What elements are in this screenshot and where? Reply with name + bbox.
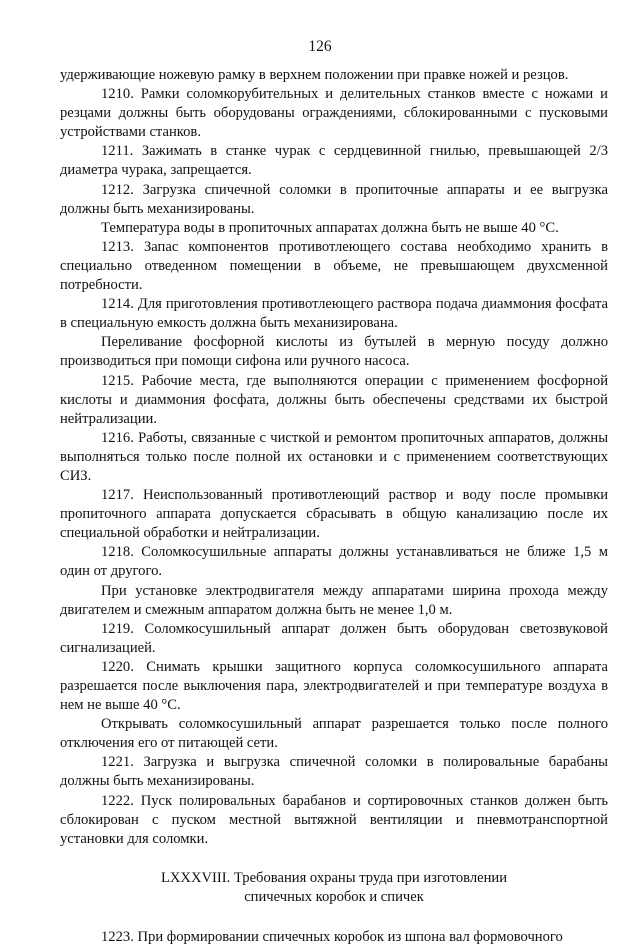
paragraph: При установке электродвигателя между аппаратами ширина прохода между двигателем и смежным аппаратом должна быть не менее 1,0 м. bbox=[60, 582, 608, 618]
section-heading bbox=[60, 869, 608, 907]
paragraph: 1210. Рамки соломкорубительных и делительных станков вместе с ножами и резцами должны быть оборудованы ограждениями, сблокированными с пусковыми устройствами станков. bbox=[60, 86, 608, 141]
paragraph: 1212. Загрузка спичечной соломки в пропиточные аппараты и ее выгрузка должны быть механизированы. bbox=[60, 181, 608, 217]
paragraph: 1215. Рабочие места, где выполняются операции с применением фосфорной кислоты и диаммония фосфата, должны быть обеспечены средствами их быстрой нейтрализации. bbox=[60, 372, 608, 427]
paragraph: 1220. Снимать крышки защитного корпуса соломкосушильного аппарата разрешается после выключения пара, электродвигателей и при температуре воздуха в нем не выше 40 °С. bbox=[60, 658, 608, 714]
paragraph: Открывать соломкосушильный аппарат разрешается только после полного отключения его от питающей сети. bbox=[60, 716, 608, 752]
paragraphs-before-heading bbox=[60, 66, 608, 849]
paragraph: Переливание фосфорной кислоты из бутылей в мерную посуду должно производиться при помощи сифона или ручного насоса. bbox=[60, 334, 608, 370]
page-number: 126 bbox=[308, 38, 332, 55]
paragraph: 1216. Работы, связанные с чисткой и ремонтом пропиточных аппаратов, должны выполняться только после полной их остановки и с применением соответствующих СИЗ. bbox=[60, 429, 608, 484]
paragraph: 1218. Соломкосушильные аппараты должны устанавливаться не ближе 1,5 м один от другого. bbox=[60, 544, 608, 580]
document-body bbox=[60, 66, 608, 947]
paragraph: 1222. Пуск полировальных барабанов и сортировочных станков должен быть сблокирован с пуском местной вытяжной вентиляции и пневмотранспортной установки для соломки. bbox=[60, 792, 608, 847]
section-heading-line-2: спичечных коробок и спичек bbox=[244, 888, 424, 905]
paragraph: Температура воды в пропиточных аппаратах должна быть не выше 40 °С. bbox=[101, 219, 559, 236]
paragraph: 1213. Запас компонентов противотлеющего состава необходимо хранить в специально отведенном помещении в объеме, не превышающем двухсменной потребности. bbox=[60, 238, 608, 294]
paragraph: 1219. Соломкосушильный аппарат должен быть оборудован светозвуковой сигнализацией. bbox=[60, 620, 608, 656]
paragraph: 1217. Неиспользованный противотлеющий раствор и воду после промывки пропиточного аппарата допускается сбрасывать в общую канализацию после их специальной обработки и нейтрализации. bbox=[60, 487, 608, 542]
section-heading-line-1: LXXXVIII. Требования охраны труда при изготовлении bbox=[160, 869, 508, 886]
paragraph: удерживающие ножевую рамку в верхнем положении при правке ножей и резцов. bbox=[60, 67, 569, 83]
paragraphs-after-heading bbox=[60, 928, 608, 947]
paragraph: 1211. Зажимать в станке чурак с сердцевинной гнилью, превышающей 2/3 диаметра чурака, запрещается. bbox=[60, 143, 608, 179]
paragraph: 1223. При формировании спичечных коробок из шпона вал формовочного bbox=[101, 928, 563, 945]
paragraph: 1214. Для приготовления противотлеющего раствора подача диаммония фосфата в специальную емкость должна быть механизирована. bbox=[60, 296, 608, 332]
paragraph: 1221. Загрузка и выгрузка спичечной соломки в полировальные барабаны должны быть механизированы. bbox=[60, 754, 608, 790]
